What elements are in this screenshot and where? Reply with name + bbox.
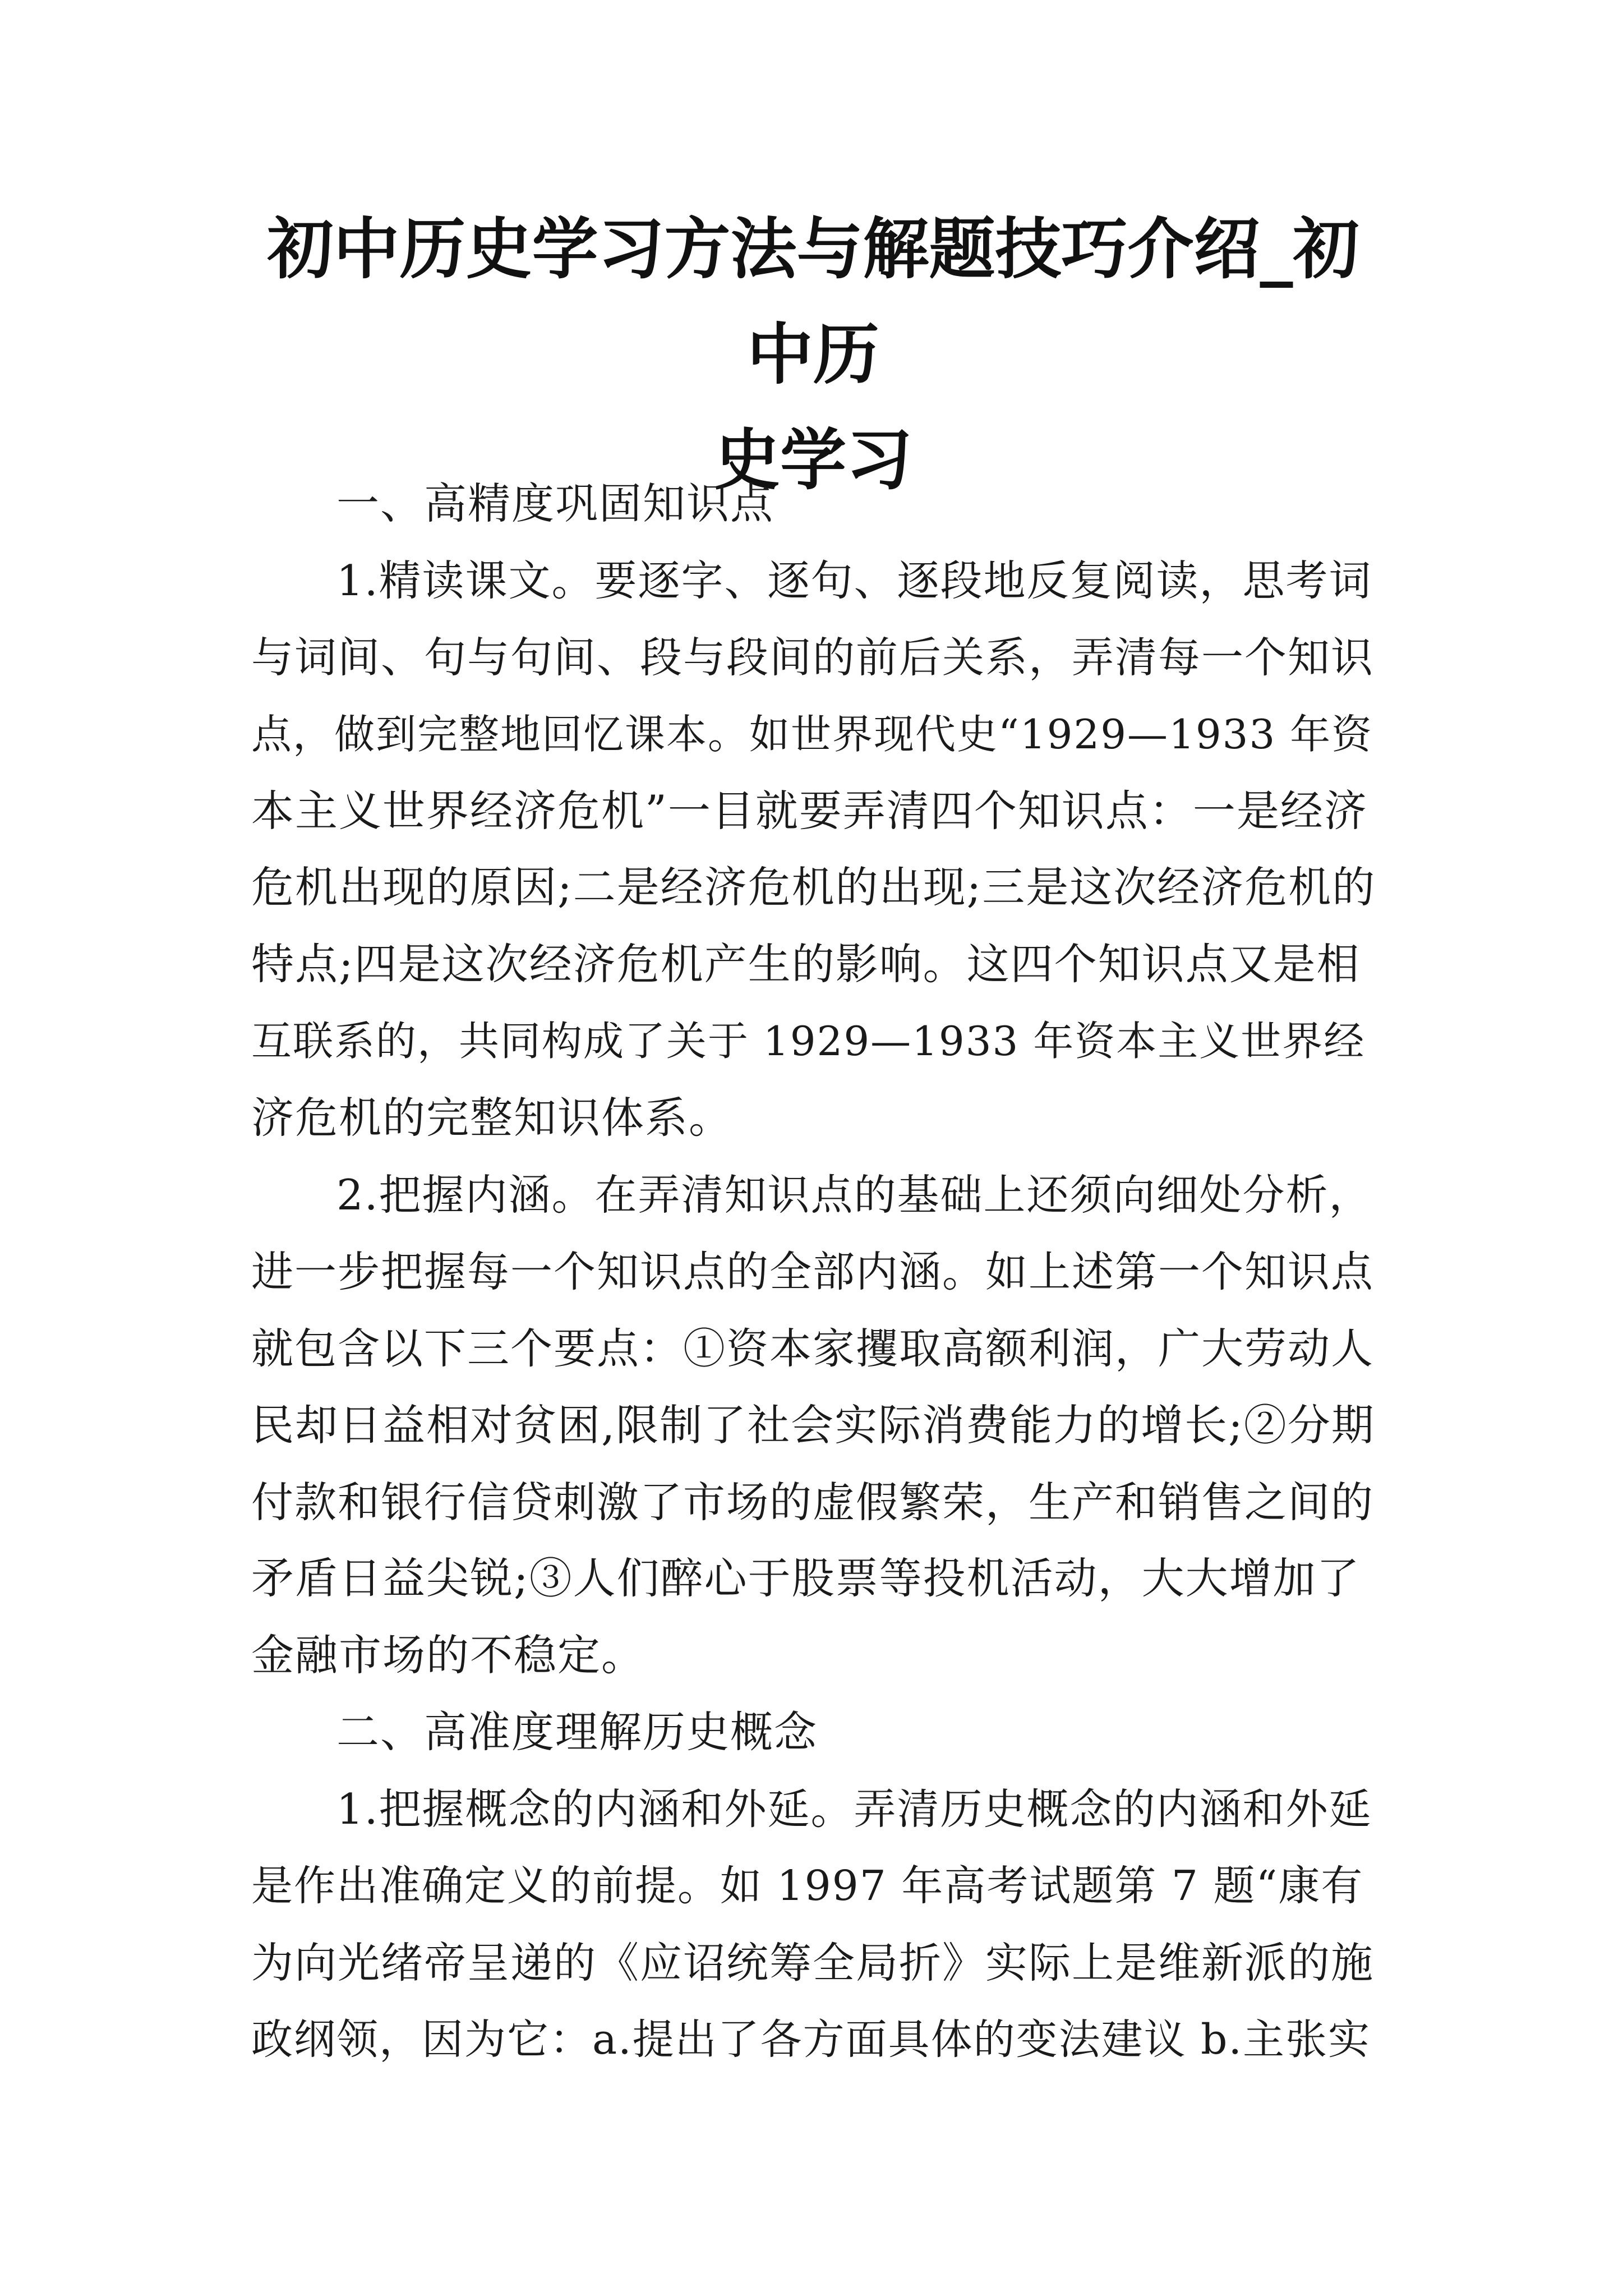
body-line: 济危机的完整知识体系。 (251, 1093, 732, 1143)
body-line: 一、高精度巩固知识点 (336, 478, 774, 528)
body-line: 与词间、句与句间、段与段间的前后关系，弄清每一个知识 (251, 632, 1375, 682)
body-line: 1.精读课文。要逐字、逐句、逐段地反复阅读，思考词 (336, 555, 1372, 605)
title-line: 初中历史学习方法与解题技巧介绍_初中历 (267, 210, 1359, 393)
document-body (251, 466, 1377, 2078)
body-line: 本主义世界经济危机”一目就要弄清四个知识点：一是经济 (251, 785, 1368, 836)
title-line: 史学习 (713, 421, 912, 499)
body-line: 互联系的，共同构成了关于 1929—1933 年资本主义世界经 (251, 1018, 1366, 1065)
body-line: 特点;四是这次经济危机产生的影响。这四个知识点又是相 (251, 939, 1361, 990)
body-line: 民却日益相对贫困,限制了社会实际消费能力的增长;②分期 (251, 1400, 1375, 1450)
body-line: 付款和银行信贷刺激了市场的虚假繁荣，生产和销售之间的 (251, 1477, 1375, 1527)
body-line: 进一步把握每一个知识点的全部内涵。如上述第一个知识点 (251, 1246, 1375, 1296)
body-line: 二、高准度理解历史概念 (336, 1707, 818, 1757)
body-line: 矛盾日益尖锐;③人们醉心于股票等投机活动，大大增加了 (251, 1553, 1361, 1604)
body-line: 2.把握内涵。在弄清知识点的基础上还须向细处分析， (336, 1170, 1372, 1220)
body-line: 金融市场的不稳定。 (251, 1630, 645, 1681)
body-line: 1.把握概念的内涵和外延。弄清历史概念的内涵和外延 (336, 1784, 1372, 1834)
body-line: 点，做到完整地回忆课本。如世界现代史“1929—1933 年资 (251, 710, 1373, 758)
body-line: 是作出准确定义的前提。如 1997 年高考试题第 7 题“康有 (251, 1862, 1364, 1911)
body-line: 为向光绪帝呈递的《应诏统筹全局折》实际上是维新派的施 (251, 1938, 1375, 1987)
body-line: 危机出现的原因;二是经济危机的出现;三是这次经济危机的 (251, 862, 1376, 913)
body-line: 就包含以下三个要点：①资本家攫取高额利润，广大劳动人 (251, 1323, 1375, 1373)
body-line: 政纲领，因为它：a.提出了各方面具体的变法建议 b.主张实 (251, 2015, 1371, 2064)
